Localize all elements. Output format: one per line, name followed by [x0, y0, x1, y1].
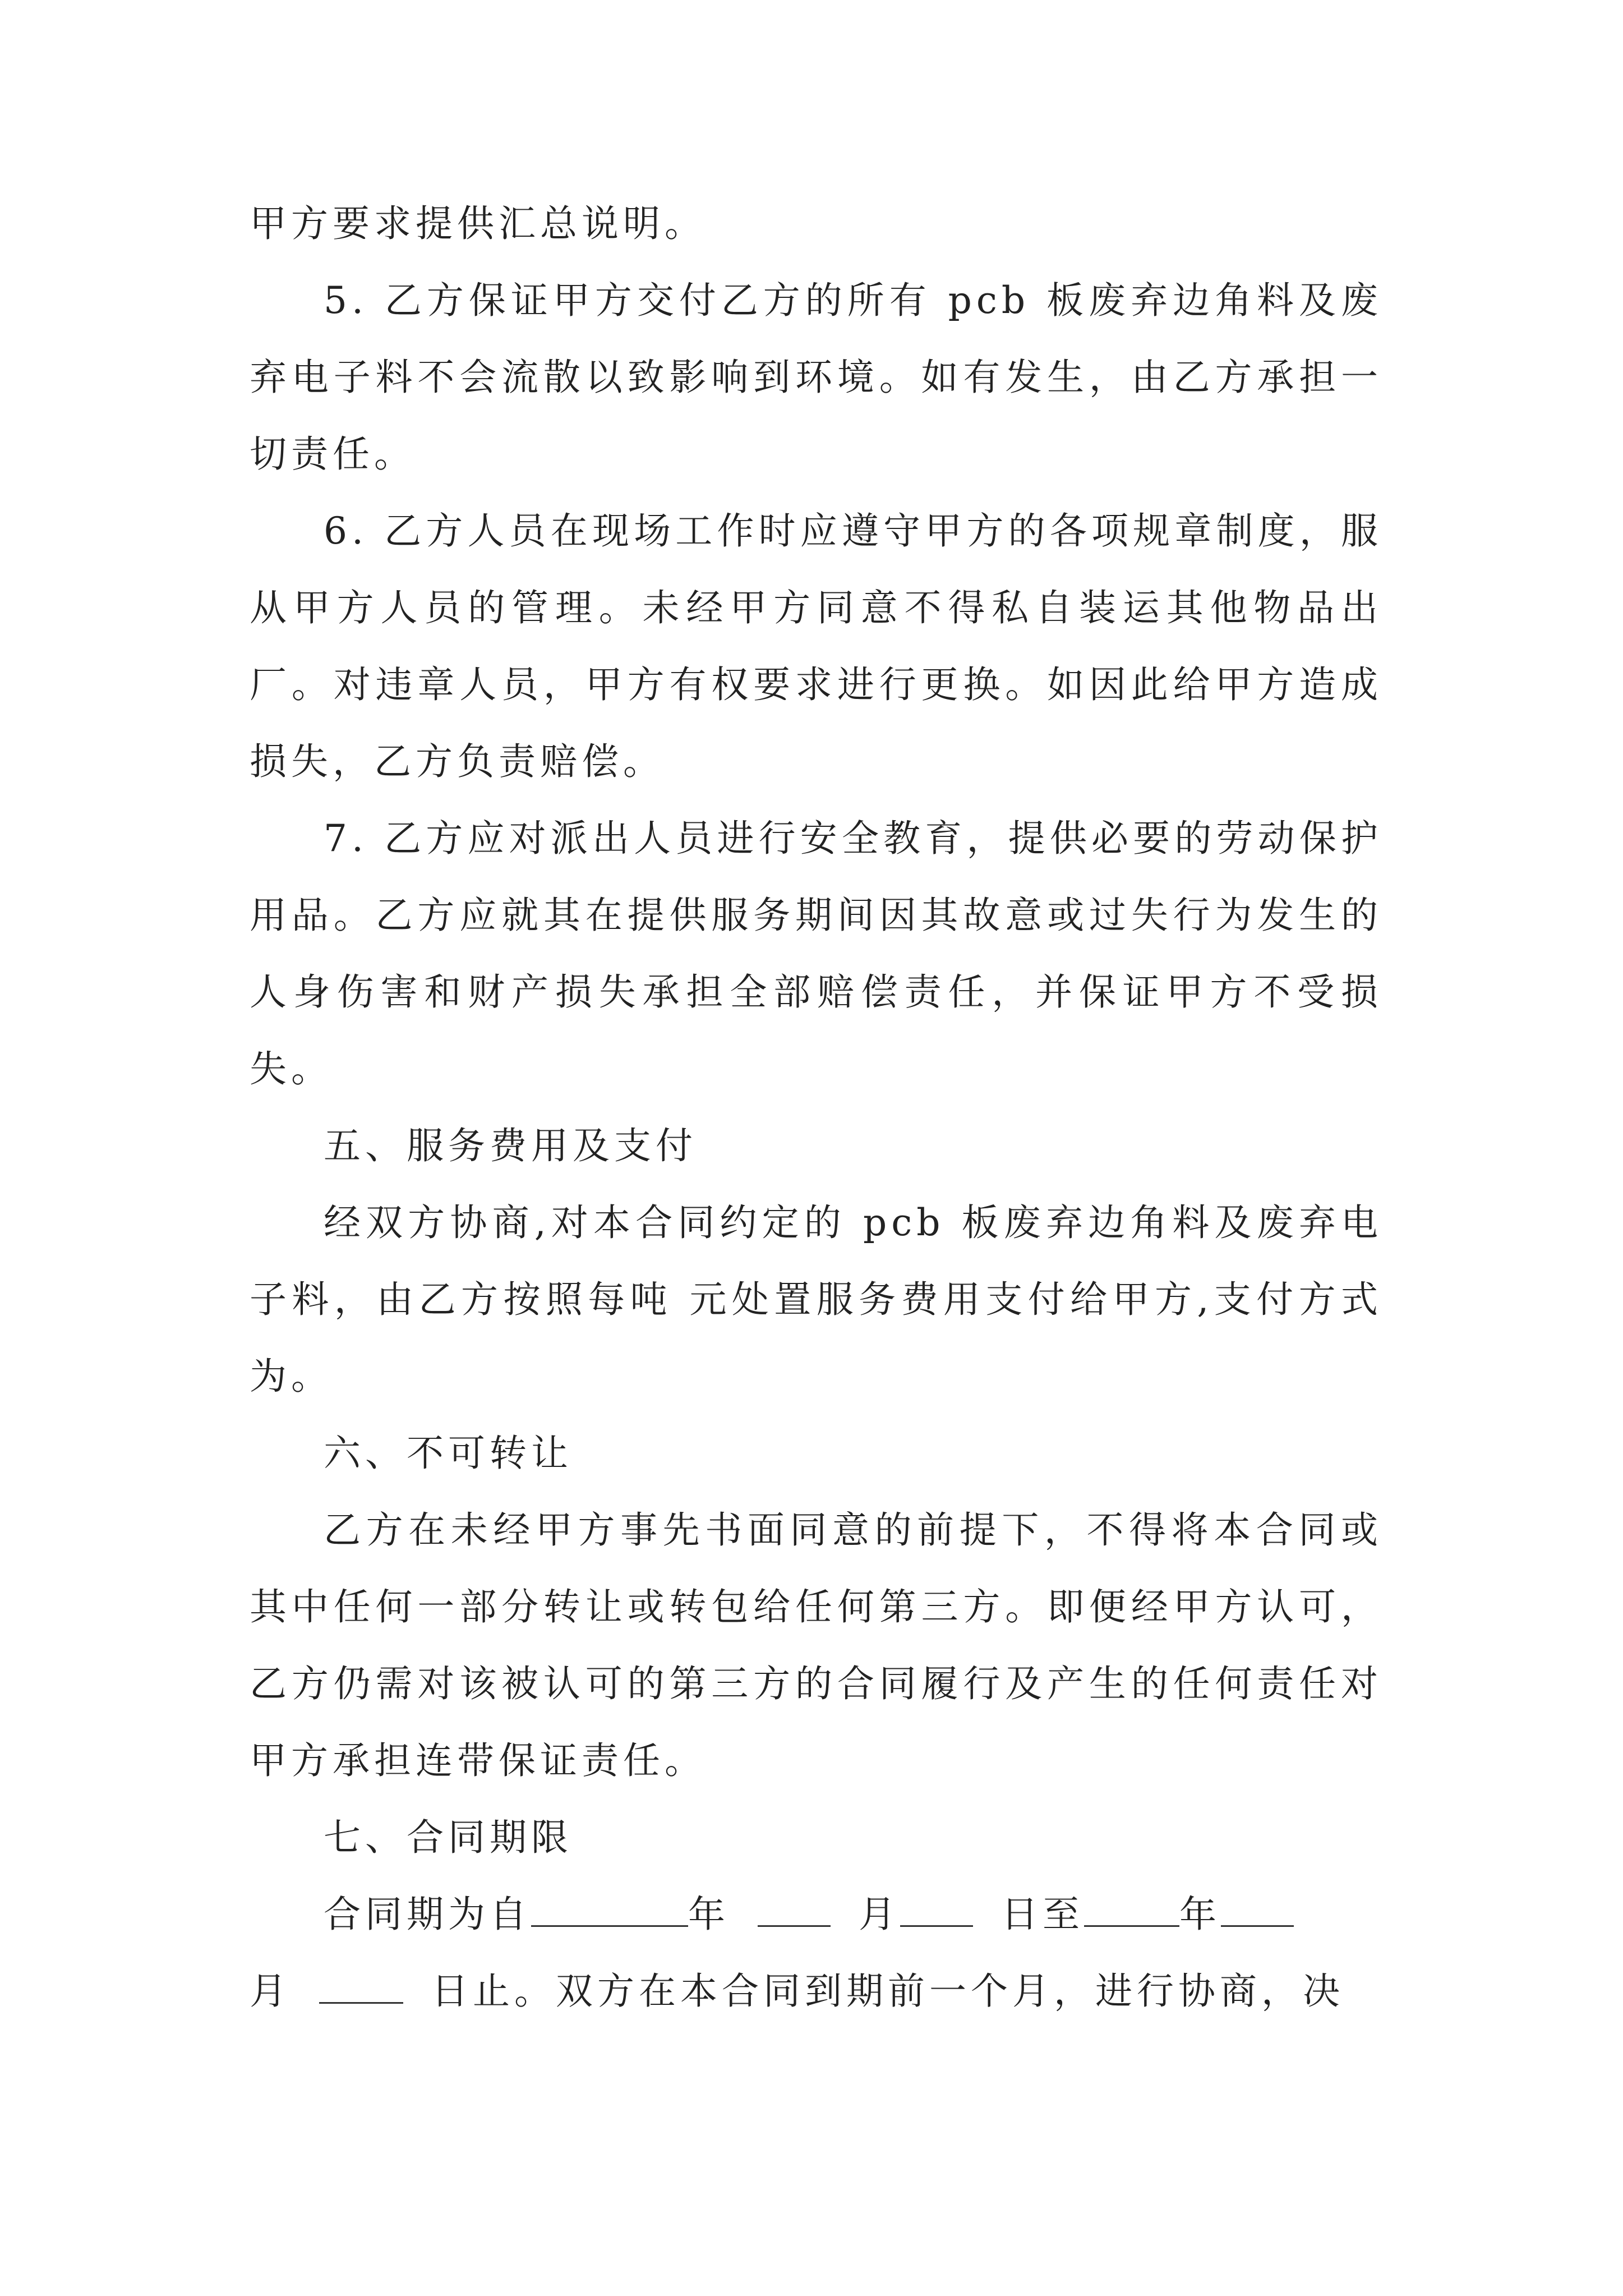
start-year-blank: [531, 1886, 688, 1927]
start-day-blank: [900, 1886, 973, 1927]
paragraph-continuation: 甲方要求提供汇总说明。: [250, 202, 706, 245]
term-month-label-2: 月: [250, 1970, 291, 2013]
term-year-label-1: 年: [688, 1893, 730, 1936]
term-end-text: 日止。双方在本合同到期前一个月，进行协商，决: [431, 1970, 1344, 2013]
section-heading-fees: 五、服务费用及支付: [324, 1124, 697, 1167]
clause-7: 7. 乙方应对派出人员进行安全教育，提供必要的劳动保护用品。乙方应就其在提供服务期间因其故意或过失行为发生的人身伤害和财产损失承担全部赔偿责任，并保证甲方不受损失。: [250, 817, 1382, 1091]
document-page: [250, 185, 1382, 2030]
clause-5: 5. 乙方保证甲方交付乙方的所有 pcb 板废弃边角料及废弃电子料不会流散以致影响到环境。如有发生，由乙方承担一切责任。: [250, 279, 1382, 476]
clause-6: 6. 乙方人员在现场工作时应遵守甲方的各项规章制度，服从甲方人员的管理。未经甲方同意不得私自装运其他物品出厂。对违章人员，甲方有权要求进行更换。如因此给甲方造成损失，乙方负责赔偿。: [250, 509, 1382, 783]
term-month-label-1: 月: [859, 1893, 900, 1936]
term-year-label-2: 年: [1179, 1893, 1221, 1936]
end-month-blank: [1221, 1886, 1294, 1927]
start-month-blank: [758, 1886, 831, 1927]
end-year-blank: [1084, 1886, 1179, 1927]
transfer-paragraph: 乙方在未经甲方事先书面同意的前提下，不得将本合同或其中任何一部分转让或转包给任何第三方。即便经甲方认可，乙方仍需对该被认可的第三方的合同履行及产生的任何责任对甲方承担连带保证责任。: [250, 1508, 1382, 1782]
term-paragraph: [250, 1876, 1382, 2030]
section-heading-no-transfer: 六、不可转让: [324, 1432, 573, 1475]
term-day-to-label: 日至: [1001, 1893, 1084, 1936]
section-heading-term: 七、合同期限: [324, 1816, 573, 1859]
term-from-label: 合同期为自: [324, 1893, 531, 1936]
fee-paragraph: 经双方协商,对本合同约定的 pcb 板废弃边角料及废弃电子料，由乙方按照每吨 元处置服务费用支付给甲方,支付方式为。: [250, 1201, 1382, 1398]
end-day-blank: [319, 1963, 403, 2004]
